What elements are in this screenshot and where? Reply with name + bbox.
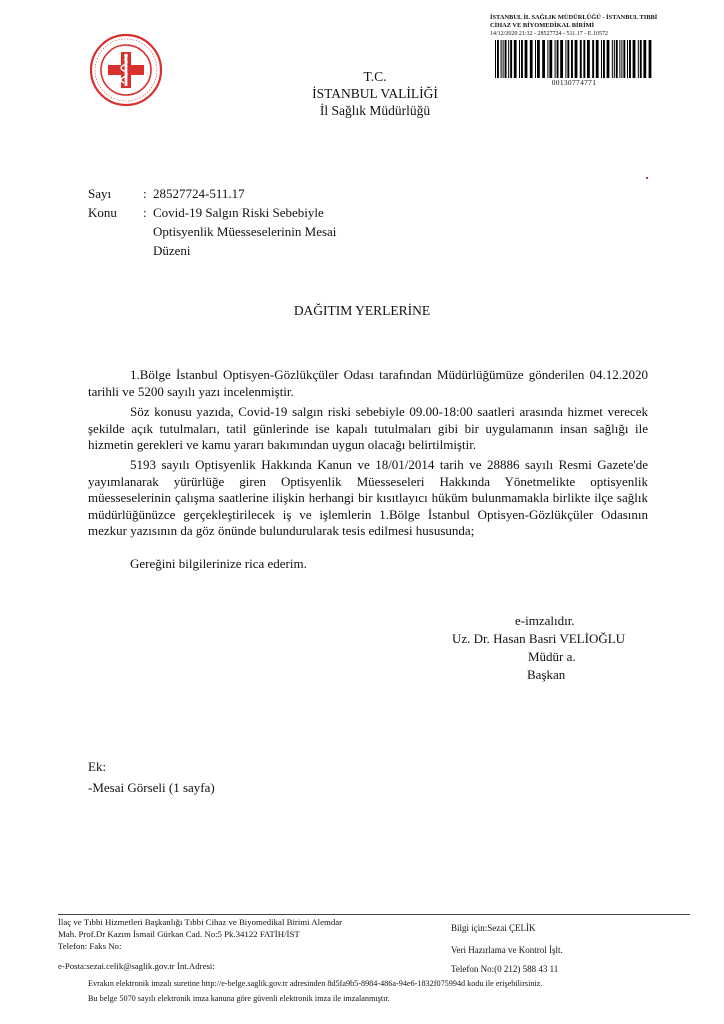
attachments-label: Ek: [88, 759, 107, 774]
barcode-bar [614, 40, 615, 78]
barcode-bar [575, 40, 578, 78]
barcode-bar [537, 40, 540, 78]
barcode-meta: 14/12/2020 21:32 - 28527724 - 511.17 - E.10572 [490, 31, 608, 37]
body-paragraph-1: 1.Bölge İstanbul Optisyen-Gözlükçüler Odası tarafından Müdürlüğümüze gönderilen 04.12.2020 tarihli ve 5200 sayılı yazı incelenmiştir. [88, 367, 648, 399]
barcode-bar [619, 40, 620, 78]
barcode-bar [601, 40, 602, 78]
barcode-bar [627, 40, 628, 78]
header-directorate: İl Sağlık Müdürlüğü [319, 103, 431, 118]
header-governorship: İSTANBUL VALİLİĞİ [312, 86, 438, 101]
distribution-title: DAĞITIM YERLERİNE [293, 303, 431, 318]
barcode-bar [547, 40, 548, 78]
barcode-number: 00130774771 [551, 78, 597, 87]
barcode-bar [640, 40, 642, 78]
barcode-bar [567, 40, 569, 78]
barcode-bar [587, 40, 590, 78]
barcode-bar [525, 40, 528, 78]
barcode-institution-line2: CİHAZ VE BİYOMEDİKAL BİRİMİ [490, 22, 595, 29]
barcode-bar [519, 40, 520, 78]
barcode-bar [535, 40, 536, 78]
barcode-bar [557, 40, 559, 78]
barcode [493, 40, 655, 78]
barcode-bar [530, 40, 533, 78]
sayi-label: Sayı [88, 186, 112, 201]
barcode-bar [510, 40, 512, 78]
barcode-bar [571, 40, 573, 78]
barcode-bar [542, 40, 545, 78]
ministry-of-health-logo [88, 32, 164, 108]
body-paragraph-2: Söz konusu yazıda, Covid-19 salgın riski sebebiyle 09.00-18:00 saatleri arasında hizmet verecek şekilde açık tutulmaları, tatil günlerinde ise kapalı tutulmaları gibi bir uygulamanın insan sağlığı ile hizmetin gerekleri ve kamu yararı bakımından uygun olacağı belirtilmiştir. [88, 404, 648, 452]
konu-line3: Düzeni [153, 243, 191, 258]
konu-line2: Optisyenlik Müesseselerinin Mesai [153, 224, 337, 239]
footer-divider [58, 914, 690, 915]
barcode-bar [555, 40, 556, 78]
attachments [88, 756, 215, 798]
barcode-bar [583, 40, 585, 78]
header-tc: T.C. [363, 69, 387, 84]
barcode-bar [560, 40, 563, 78]
barcode-bar [549, 40, 552, 78]
signature-role: Başkan [527, 667, 566, 682]
konu-colon: : [143, 205, 147, 220]
footer-contact-unit: Veri Hazırlama ve Kontrol İşlt. [451, 945, 563, 955]
barcode-bar [565, 40, 566, 78]
sayi-colon: : [143, 186, 147, 201]
body-paragraph-4: Gereğini bilgilerinize rica ederim. [130, 556, 307, 571]
barcode-bar [603, 40, 605, 78]
barcode-bar [616, 40, 618, 78]
sayi-value: 28527724-511.17 [153, 186, 245, 201]
barcode-bar [643, 40, 646, 78]
footer-contact-phone: Telefon No:(0 212) 588 43 11 [451, 964, 559, 974]
barcode-bar [638, 40, 639, 78]
footer-verification-note: Evrakın elektronik imzalı suretine http://e-belge.saglik.gov.tr adresinden 8d5fa9b5-8984-486a-94e6-1832f075994d kodu ile erişebilirsiniz. [88, 979, 543, 988]
barcode-bar [607, 40, 610, 78]
signature-title: Müdür a. [528, 649, 576, 664]
footer-email: e-Posta:sezai.celik@saglik.gov.tr İnt.Adresi: [58, 961, 215, 971]
barcode-bar [623, 40, 625, 78]
barcode-bar [629, 40, 631, 78]
document-meta [0, 185, 724, 265]
barcode-bar [649, 40, 652, 78]
barcode-bar [633, 40, 636, 78]
barcode-bar [612, 40, 613, 78]
barcode-bar [521, 40, 523, 78]
barcode-institution-line1: İSTANBUL İL SAĞLIK MÜDÜRLÜĞÜ - İSTANBUL TIBBİ [490, 14, 658, 21]
footer-esignature-law-note: Bu belge 5070 sayılı elektronik imza kanuna göre güvenli elektronik imza ile imzalanmıştır. [88, 994, 390, 1003]
decorative-dot [646, 177, 648, 179]
signature-name: Uz. Dr. Hasan Basri VELİOĞLU [452, 631, 626, 646]
letterhead [240, 68, 510, 119]
konu-label: Konu [88, 205, 117, 220]
barcode-bar [596, 40, 599, 78]
konu-line1: Covid-19 Salgın Riski Sebebiyle [153, 205, 324, 220]
footer-address-line1: İlaç ve Tıbbi Hizmetleri Başkanlığı Tıbbi Cihaz ve Biyomedikal Birimi Alemdar [58, 917, 343, 927]
barcode-bar [592, 40, 594, 78]
e-document-barcode-block [490, 14, 722, 87]
footer-address-line2: Mah. Prof.Dr Kazım İsmail Gürkan Cad. No:5 Pk.34122 FATİH/İST [58, 929, 300, 939]
barcode-bar [580, 40, 582, 78]
attachment-item: -Mesai Görseli (1 sayfa) [88, 780, 215, 795]
footer-phone-fax: Telefon: Faks No: [58, 941, 122, 951]
body-paragraph-3: 5193 sayılı Optisyenlik Hakkında Kanun ve 18/01/2014 tarih ve 28886 sayılı Resmi Gazete'de yayımlanarak yürürlüğe giren Optisyenlik Müesseseleri Hakkında Yönetmelikte optisyenlik müesseselerinin çalışma saatlerine ilişkin herhangi bir kısıtlayıcı hüküm bulunmamakla birlikte ilçe sağlık müdürlüğünüzce gerçekleştirilecek iş ve işlemlerin 1.Bölge İstanbul Optisyen-Gözlükçüler Odasının mezkur yazısının da göz önünde bulundurularak tesis edilmesi hususunda; [88, 457, 648, 538]
footer-contact-person: Bilgi için:Sezai ÇELİK [451, 923, 536, 933]
barcode-bar [621, 40, 622, 78]
signature-e-signed: e-imzalıdır. [515, 613, 575, 628]
barcode-bar [514, 40, 517, 78]
